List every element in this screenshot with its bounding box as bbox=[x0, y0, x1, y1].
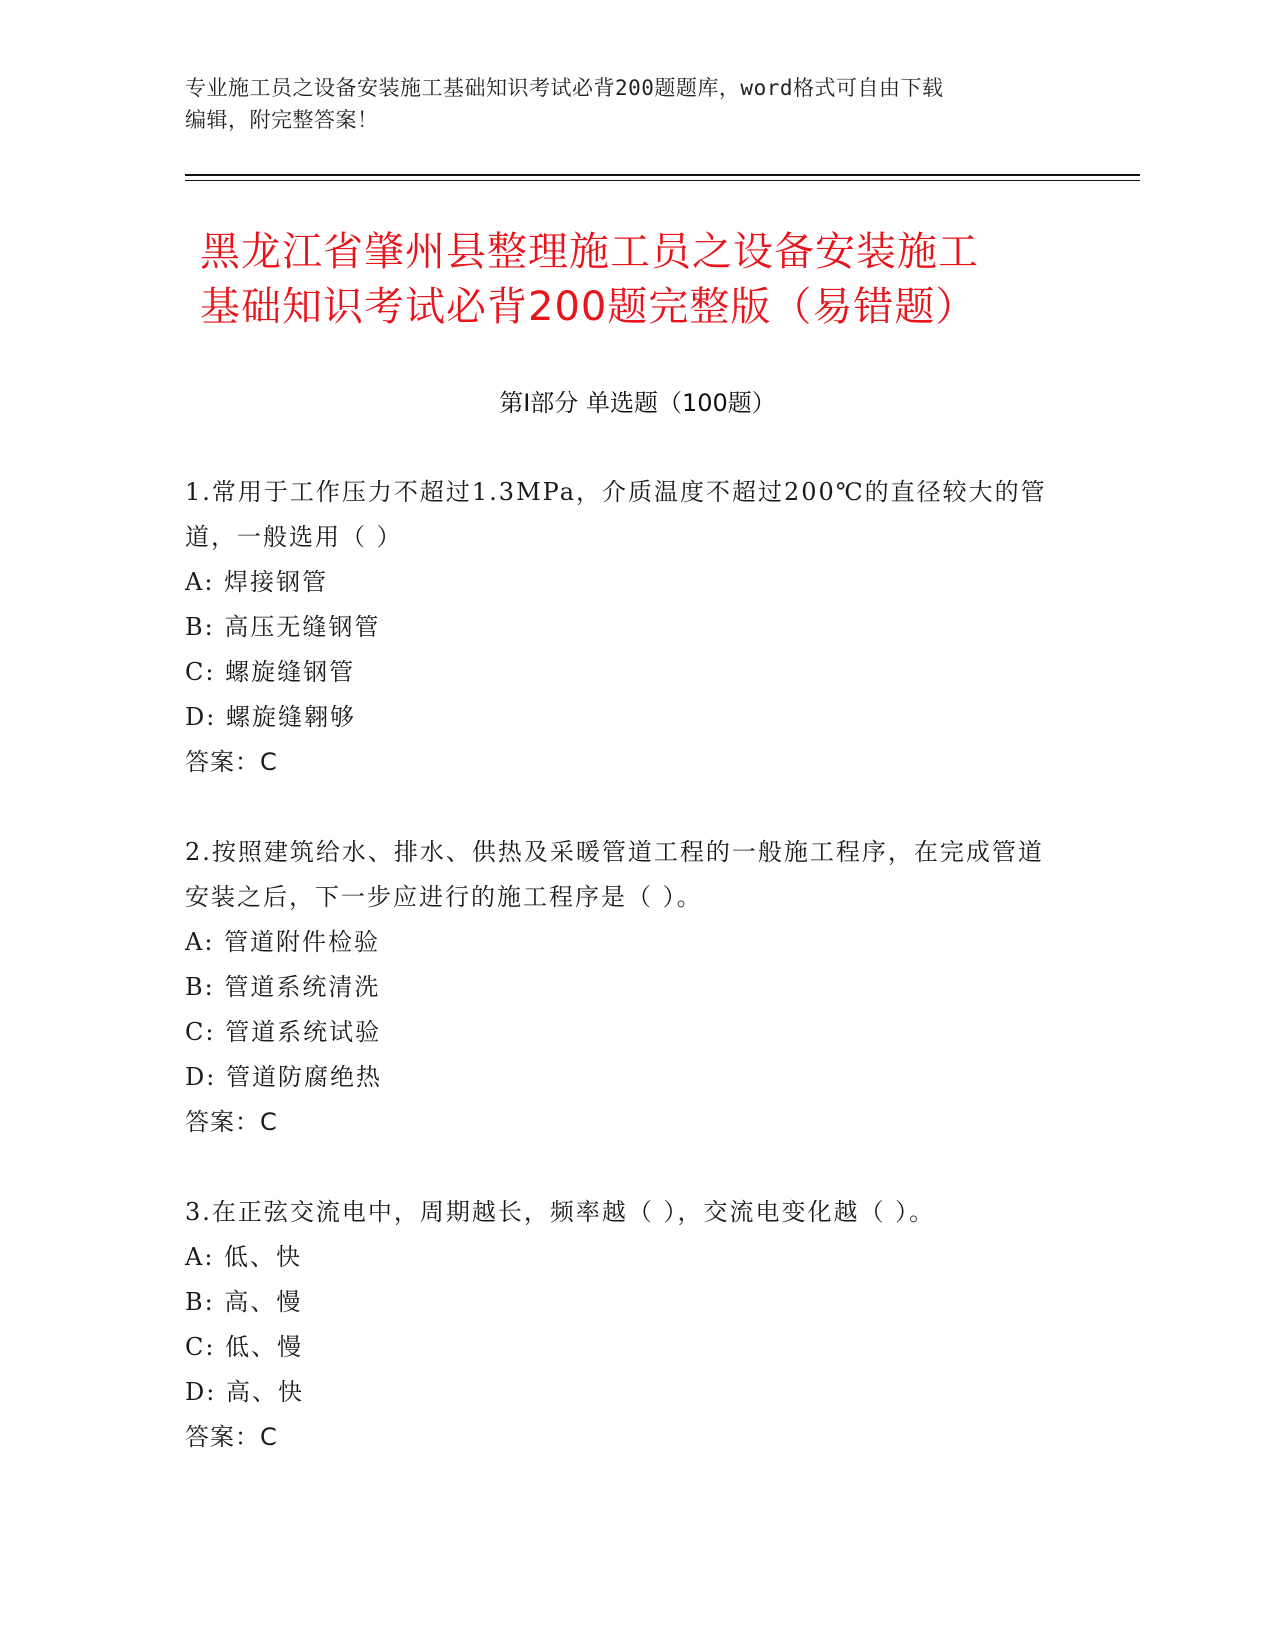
question-stem: 1.常用于工作压力不超过1.3MPa，介质温度不超过200℃的直径较大的管道，一般选用（ ） bbox=[185, 478, 1047, 551]
option-b: B: 管道系统清洗 bbox=[185, 973, 381, 1001]
document-title-line1: 黑龙江省肇州县整理施工员之设备安装施工 bbox=[200, 229, 979, 275]
option-d: D: 管道防腐绝热 bbox=[185, 1063, 382, 1091]
section-heading: 第Ⅰ部分 单选题（100题） bbox=[499, 389, 776, 417]
document-title-line2: 基础知识考试必背200题完整版（易错题） bbox=[200, 284, 977, 330]
document-title bbox=[200, 225, 1100, 335]
header-note bbox=[185, 72, 1085, 136]
option-d: D: 高、快 bbox=[185, 1378, 304, 1406]
header-divider-thin bbox=[185, 180, 1140, 181]
answer-line: 答案：C bbox=[185, 1423, 278, 1451]
answer-line: 答案：C bbox=[185, 1108, 278, 1136]
option-c: C: 低、慢 bbox=[185, 1333, 304, 1361]
question-stem: 3.在正弦交流电中，周期越长，频率越（ ），交流电变化越（ ）。 bbox=[185, 1198, 936, 1226]
option-d: D: 螺旋缝翱够 bbox=[185, 703, 356, 731]
question-list bbox=[185, 470, 1065, 1460]
option-a: A: 低、快 bbox=[185, 1243, 303, 1271]
question-item bbox=[185, 470, 1065, 785]
header-divider-thick bbox=[185, 174, 1140, 176]
option-a: A: 焊接钢管 bbox=[185, 568, 329, 596]
option-b: B: 高压无缝钢管 bbox=[185, 613, 381, 641]
option-a: A: 管道附件检验 bbox=[185, 928, 381, 956]
question-item bbox=[185, 1190, 1065, 1460]
option-c: C: 管道系统试验 bbox=[185, 1018, 382, 1046]
option-c: C: 螺旋缝钢管 bbox=[185, 658, 356, 686]
answer-line: 答案：C bbox=[185, 748, 278, 776]
header-note-line1: 专业施工员之设备安装施工基础知识考试必背200题题库，word格式可自由下载 bbox=[185, 76, 944, 100]
header-note-line2: 编辑，附完整答案！ bbox=[185, 108, 379, 132]
question-stem: 2.按照建筑给水、排水、供热及采暖管道工程的一般施工程序，在完成管道安装之后，下一步应进行的施工程序是（ ）。 bbox=[185, 838, 1044, 911]
question-item bbox=[185, 830, 1065, 1145]
option-b: B: 高、慢 bbox=[185, 1288, 303, 1316]
